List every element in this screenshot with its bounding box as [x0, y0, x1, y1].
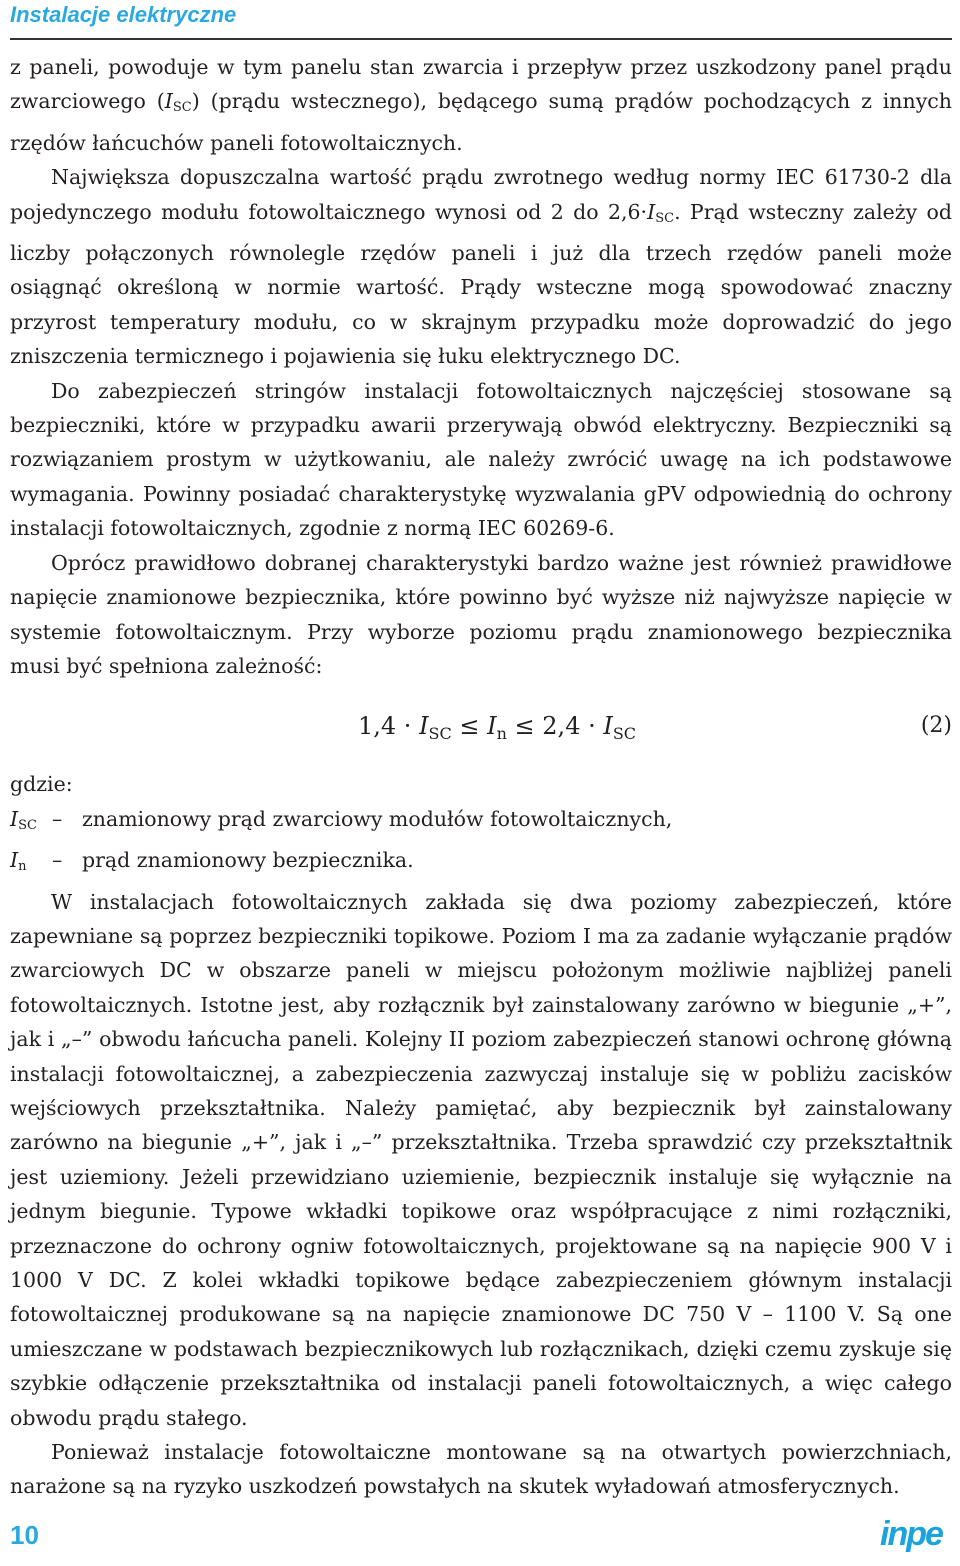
section-title: Instalacje elektryczne	[10, 2, 237, 27]
paragraph-5: W instalacjach fotowoltaicznych zakłada się dwa poziomy zabezpieczeń, które zapewniane są poprzez bezpieczniki topikowe. Poziom I ma za zadanie wyłączanie prądów zwarciowych DC w obszarze paneli w miejscu położonym możliwie najbliżej paneli fotowoltaicznych. Istotne jest, aby rozłącznik był zainstalowany zarówno w biegunie „+”, jak i „–” obwodu łańcucha paneli. Kolejny II poziom zabezpieczeń stanowi ochronę główną instalacji fotowoltaicznej, a zabezpieczenia zazwyczaj instaluje się w pobliżu zacisków wejściowych przekształtnika. Należy pamiętać, aby bezpiecznik był zainstalowany zarówno na biegunie „+”, jak i „–” przekształtnika. Trzeba sprawdzić czy przekształtnik jest uziemiony. Jeżeli przewidziano uziemienie, bezpiecznik instaluje się wyłącznie na jednym biegunie. Typowe wkładki topikowe oraz współpracujące z nimi rozłączniki, przeznaczone do ochrony ogniw fotowoltaicznych, projektowane są na napięcie 900 V i 1000 V DC. Z kolei wkładki topikowe będące zabezpieczeniem głównym instalacji fotowoltaicznej produkowane są na napięcie znamionowe DC 750 V – 1100 V. Są one umieszczane w podstawach bezpiecznikowych lub rozłącznikach, dzięki czemu zyskuje się szybkie odłączenie przekształtnika od instalacji paneli fotowoltaicznych, a więc całego obwodu prądu stałego.	[10, 889, 952, 1430]
eq-operator-le: ≤	[451, 712, 488, 741]
def-text: prąd znamionowy bezpiecznika.	[82, 848, 414, 873]
def-symbol-sub: SC	[18, 817, 37, 833]
article-body	[10, 50, 952, 1504]
def-symbol-letter: I	[10, 848, 19, 873]
def-symbol-sub: n	[18, 859, 27, 875]
equation-2	[10, 697, 952, 765]
def-symbol	[10, 843, 52, 884]
subscript-sc: SC	[172, 100, 192, 116]
symbol-i: I	[164, 89, 173, 114]
eq-sub-sc: SC	[428, 724, 452, 744]
paragraph-4: Oprócz prawidłowo dobranej charakterystyki bardzo ważne jest również prawidłowe napięcie znamionowe bezpiecznika, które powinno być wyższe niż najwyższe napięcie w systemie fotowoltaicznym. Przy wyborze poziomu prądu znamionowego bezpiecznika musi być spełniona zależność:	[10, 550, 952, 678]
page-number: 10	[10, 1520, 39, 1550]
p1-text-a: z paneli, powoduje w tym panelu stan zwarcia i przepływ przez uszkodzony panel prądu zwarciowego (	[10, 55, 952, 114]
equation-number: (2)	[920, 713, 952, 739]
equation-formula	[358, 709, 636, 751]
paragraph-2	[10, 160, 952, 373]
def-symbol	[10, 802, 52, 843]
subscript-sc: SC	[655, 210, 675, 226]
p1-text-b: ) (prądu wstecznego), będącego sumą prądów pochodzących z innych rzędów łańcuchów paneli fotowoltaicznych.	[10, 89, 952, 155]
p2-text-b: . Prąd wsteczny zależy od liczby połączonych równolegle rzędów paneli i już dla trzech rzędów paneli może osiągnąć określoną w normie wartość. Prądy wsteczne mogą spowodować znaczny przyrost temperatury modułu, co w skrajnym przypadku może doprowadzić do jego zniszczenia termicznego i pojawienia się łuku elektrycznego DC.	[10, 199, 953, 369]
def-dash: –	[52, 848, 63, 873]
eq-sub-sc: SC	[612, 724, 637, 744]
eq-sub-n: n	[496, 724, 507, 744]
where-label: gdzie:	[10, 772, 73, 797]
paragraph-6: Ponieważ instalacje fotowoltaiczne montowane są na otwartych powierzchniach, narażone są na ryzyko uszkodzeń powstałych na skutek wyładowań atmosferycznych.	[10, 1440, 952, 1499]
paragraph-3: Do zabezpieczeń stringów instalacji fotowoltaicznych najczęściej stosowane są bezpieczniki, które w przypadku awarii przerywają obwód elektryczny. Bezpieczniki są rozwiązaniem prostym w użytkowaniu, ale należy zwrócić uwagę na ich podstawowe wymagania. Powinny posiadać charakterystykę wyzwalania gPV odpowiednią do ochrony instalacji fotowoltaicznych, zgodnie z normą IEC 60269-6.	[10, 378, 952, 541]
def-symbol-letter: I	[10, 806, 19, 831]
eq-operator-le-coef: ≤ 2,4 ·	[506, 712, 604, 741]
eq-symbol-i: I	[419, 712, 429, 741]
publisher-logo	[880, 1515, 952, 1557]
eq-coef-1: 1,4 ·	[358, 712, 420, 741]
def-dash: –	[52, 806, 63, 831]
eq-symbol-i: I	[487, 712, 497, 741]
definition-item	[10, 802, 952, 843]
logo-text: inpe	[880, 1515, 942, 1553]
symbol-i: I	[647, 199, 656, 224]
p2-text-a: Największa dopuszczalna wartość prądu zwrotnego według normy IEC 61730-2 dla pojedynczego modułu fotowoltaicznego wynosi od 2 do 2,6·	[10, 165, 952, 224]
paragraph-1	[10, 50, 952, 160]
header-divider	[10, 38, 952, 40]
eq-symbol-i: I	[603, 712, 613, 741]
definitions	[10, 767, 952, 884]
def-text: znamionowy prąd zwarciowy modułów fotowoltaicznych,	[82, 806, 673, 831]
definition-item	[10, 843, 952, 884]
